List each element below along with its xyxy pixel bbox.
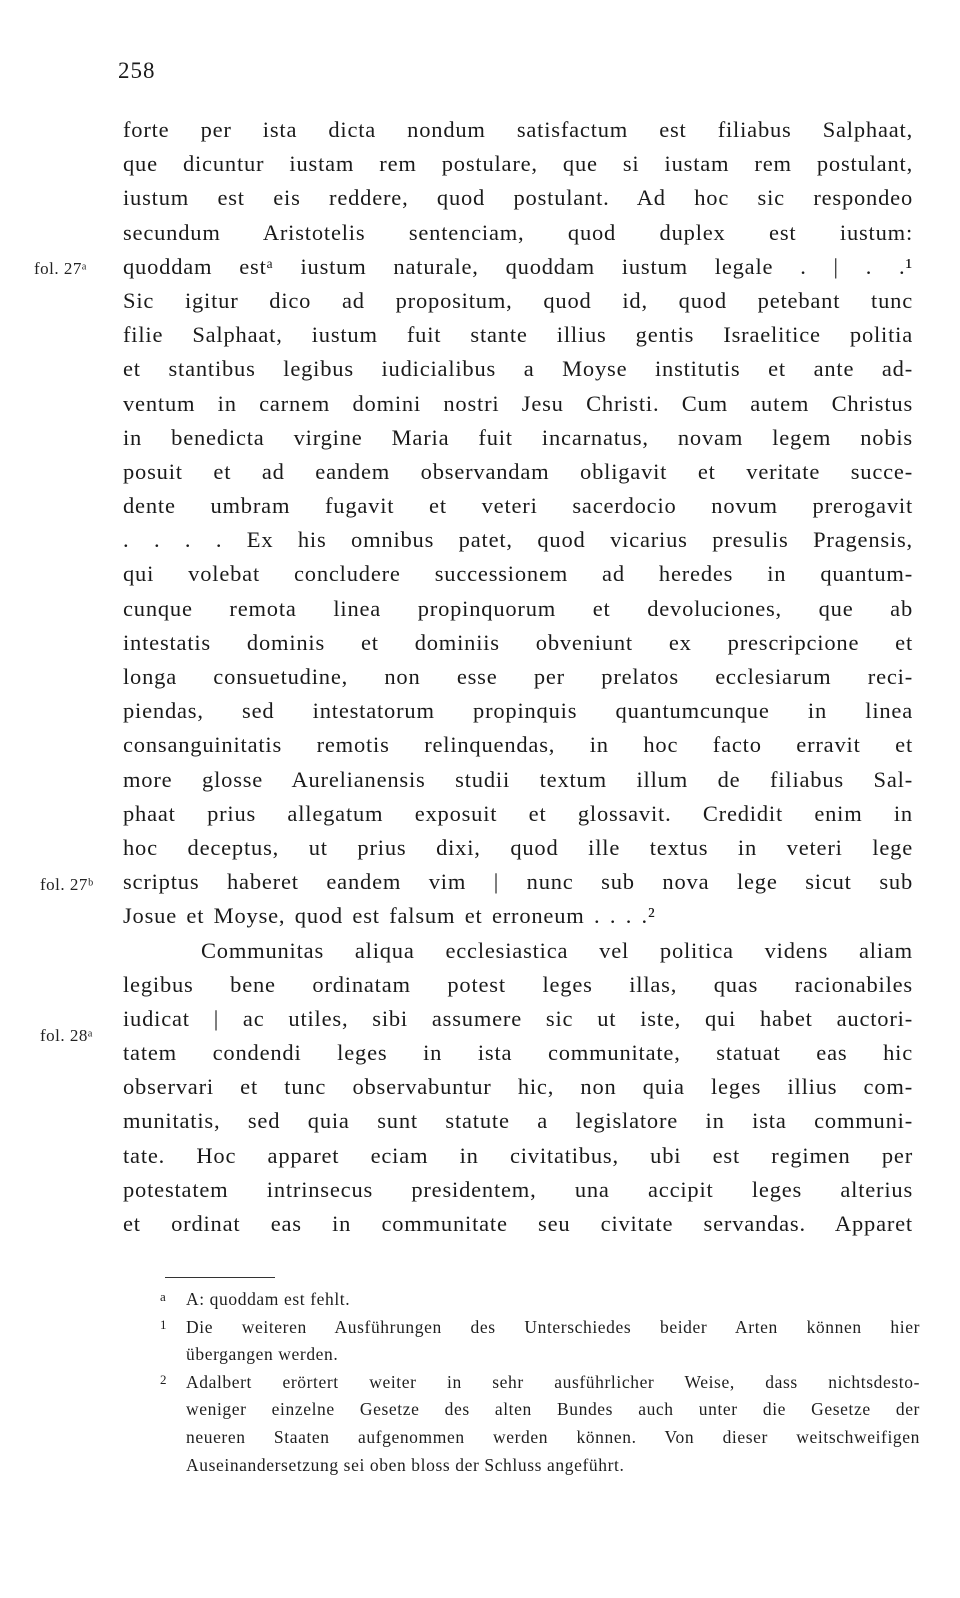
text-line: . . . . Ex his omnibus patet, quod vicarius presulis Pragensis,: [123, 527, 913, 553]
footnote-1: [160, 1314, 920, 1342]
text-line: phaat prius allegatum exposuit et glossavit. Credidit enim in: [123, 800, 913, 826]
text-line: piendas, sed intestatorum propinquis quantumcunque in linea: [123, 698, 913, 724]
text-line: que dicuntur iustam rem postulare, que si iustam rem postulant,: [123, 151, 913, 177]
text-line: consanguinitatis remotis relinquendas, in hoc facto erravit et: [123, 732, 913, 758]
text-line: in benedicta virgine Maria fuit incarnatus, novam legem nobis: [123, 424, 913, 450]
text-line: cunque remota linea propinquorum et devoluciones, que ab: [123, 595, 913, 621]
footnote-2-cont: neueren Staaten aufgenommen werden können. Von dieser weitschweifigen: [186, 1426, 920, 1447]
text-line: quoddam estᵃ iustum naturale, quoddam iustum legale . | . .¹: [123, 253, 913, 279]
text-line: Sic igitur dico ad propositum, quod id, quod petebant tunc: [123, 287, 913, 313]
footnote-a: [160, 1286, 920, 1314]
text-line: legibus bene ordinatam potest leges illas, quas racionabiles: [123, 971, 913, 997]
margin-note-fol-27b: fol. 27ᵇ: [40, 875, 94, 894]
text-line: forte per ista dicta nondum satisfactum est filiabus Salphaat,: [123, 117, 913, 142]
text-line: secundum Aristotelis sentenciam, quod duplex est iustum:: [123, 219, 913, 245]
text-line: et stantibus legibus iudicialibus a Moyse institutis et ante ad-: [123, 356, 913, 382]
text-line: Communitas aliqua ecclesiastica vel politica videns aliam: [201, 937, 913, 963]
text-line: more glosse Aurelianensis studii textum illum de filiabus Sal-: [123, 766, 913, 792]
footnote-1-cont: übergangen werden.: [186, 1344, 339, 1365]
main-text: [123, 113, 913, 1241]
text-line: qui volebat concludere successionem ad heredes in quantum-: [123, 561, 913, 587]
text-line: tatem condendi leges in ista communitate, statuat eas hic: [123, 1040, 913, 1066]
footnote-text: A: quoddam est fehlt.: [186, 1289, 351, 1309]
footnote-marker: a: [160, 1289, 167, 1304]
footnote-text: Die weiteren Ausführungen des Unterschiedes beider Arten können hier: [186, 1316, 920, 1337]
footnote-text: Adalbert erörtert weiter in sehr ausführlicher Weise, dass nichtsdesto-: [186, 1371, 920, 1392]
text-line: posuit et ad eandem observandam obligavit et veritate succe-: [123, 458, 913, 484]
footnote-marker: 2: [160, 1371, 168, 1387]
text-line: potestatem intrinsecus presidentem, una accipit leges alterius: [123, 1176, 913, 1202]
text-line: intestatis dominis et dominiis obveniunt ex prescripcione et: [123, 629, 913, 655]
footnote-marker: 1: [160, 1316, 168, 1332]
text-line: observari et tunc observabuntur hic, non quia leges illius com-: [123, 1074, 913, 1100]
footnotes: [160, 1286, 920, 1479]
text-line: hoc deceptus, ut prius dixi, quod ille textus in veteri lege: [123, 834, 913, 860]
footnote-2-cont: weniger einzelne Gesetze des alten Bundes auch unter die Gesetze der: [186, 1399, 920, 1420]
text-line: tate. Hoc apparet eciam in civitatibus, ubi est regimen per: [123, 1142, 913, 1168]
footnote-2: [160, 1369, 920, 1397]
text-line: longa consuetudine, non esse per prelatos ecclesiarum reci-: [123, 664, 913, 689]
text-line: filie Salphaat, iustum fuit stante illius gentis Israelitice politia: [123, 322, 913, 348]
footnote-rule: [165, 1277, 275, 1278]
margin-note-fol-28a: fol. 28ᵃ: [40, 1026, 94, 1045]
text-line: ventum in carnem domini nostri Jesu Christi. Cum autem Christus: [123, 390, 913, 416]
margin-note-fol-27a: fol. 27ᵃ: [34, 259, 88, 278]
text-line: scriptus haberet eandem vim | nunc sub nova lege sicut sub: [123, 869, 913, 895]
text-line: Josue et Moyse, quod est falsum et erroneum . . . .²: [123, 903, 656, 929]
footnote-2-cont: Auseinandersetzung sei oben bloss der Schluss angeführt.: [186, 1454, 625, 1475]
text-line: et ordinat eas in communitate seu civitate servandas. Apparet: [123, 1211, 913, 1236]
text-line: dente umbram fugavit et veteri sacerdocio novum prerogavit: [123, 493, 913, 519]
text-line: munitatis, sed quia sunt statute a legislatore in ista communi-: [123, 1108, 913, 1134]
page-number: 258: [118, 58, 156, 83]
text-line: iudicat | ac utiles, sibi assumere sic ut iste, qui habet auctori-: [123, 1005, 913, 1031]
text-line: iustum est eis reddere, quod postulant. Ad hoc sic respondeo: [123, 185, 913, 211]
